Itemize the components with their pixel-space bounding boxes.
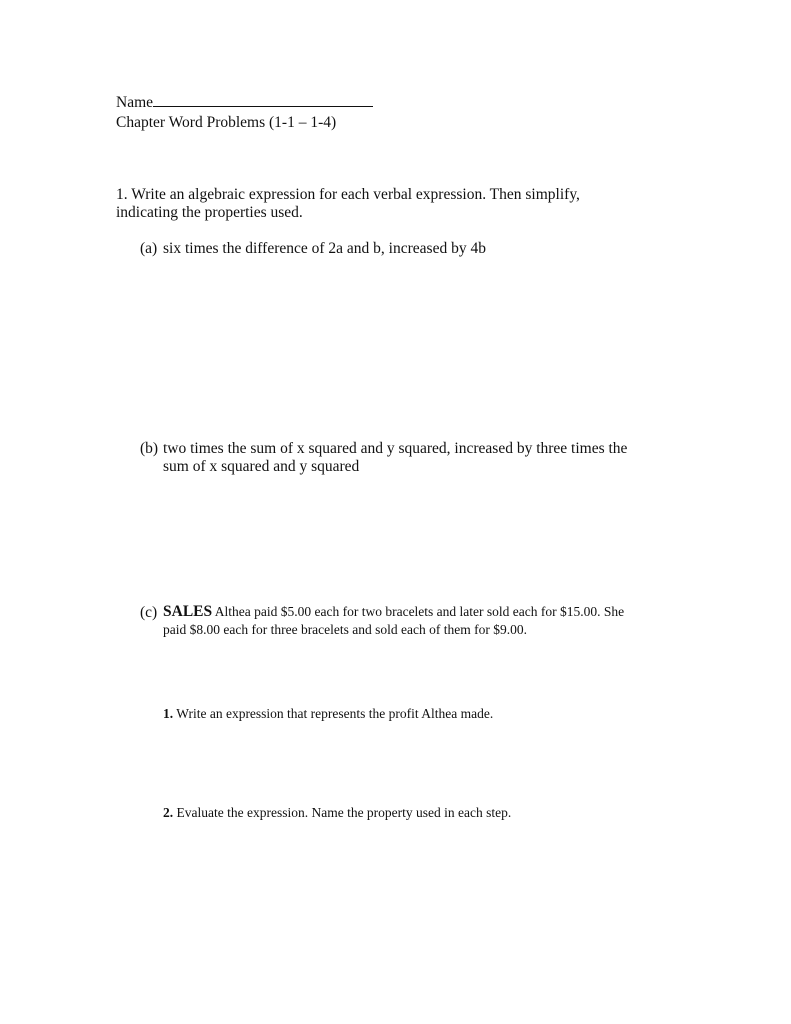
chapter-title: Chapter Word Problems (1-1 – 1-4) bbox=[116, 114, 337, 131]
name-blank-line[interactable] bbox=[153, 93, 373, 107]
part-b-marker: (b) bbox=[140, 440, 159, 457]
sub-question-1-number: 1. bbox=[163, 706, 174, 721]
part-c-line-2: paid $8.00 each for three bracelets and sold each of them for $9.00. bbox=[163, 622, 527, 637]
problem-1-intro-line-1: 1. Write an algebraic expression for each verbal expression. Then simplify, bbox=[116, 186, 580, 203]
part-b-line-1: two times the sum of x squared and y squared, increased by three times the bbox=[163, 440, 628, 457]
part-c-line-1 bbox=[163, 603, 624, 621]
name-label: Name bbox=[116, 94, 154, 111]
problem-1-intro-line-2: indicating the properties used. bbox=[116, 204, 303, 221]
sales-keyword: SALES bbox=[163, 603, 213, 620]
sub-question-2-number: 2. bbox=[163, 805, 174, 820]
sub-question-2-text: Evaluate the expression. Name the property used in each step. bbox=[176, 805, 512, 820]
sub-question-1-text: Write an expression that represents the profit Althea made. bbox=[176, 706, 494, 721]
part-b-line-2: sum of x squared and y squared bbox=[163, 458, 360, 475]
name-field[interactable] bbox=[116, 93, 373, 112]
part-a-text: six times the difference of 2a and b, increased by 4b bbox=[163, 240, 486, 257]
part-c-marker: (c) bbox=[140, 604, 158, 621]
part-a-marker: (a) bbox=[140, 240, 158, 257]
sub-question-1 bbox=[163, 705, 493, 723]
part-c-line-1-text: Althea paid $5.00 each for two bracelets and later sold each for $15.00. She bbox=[214, 604, 625, 619]
sub-question-2 bbox=[163, 804, 511, 822]
